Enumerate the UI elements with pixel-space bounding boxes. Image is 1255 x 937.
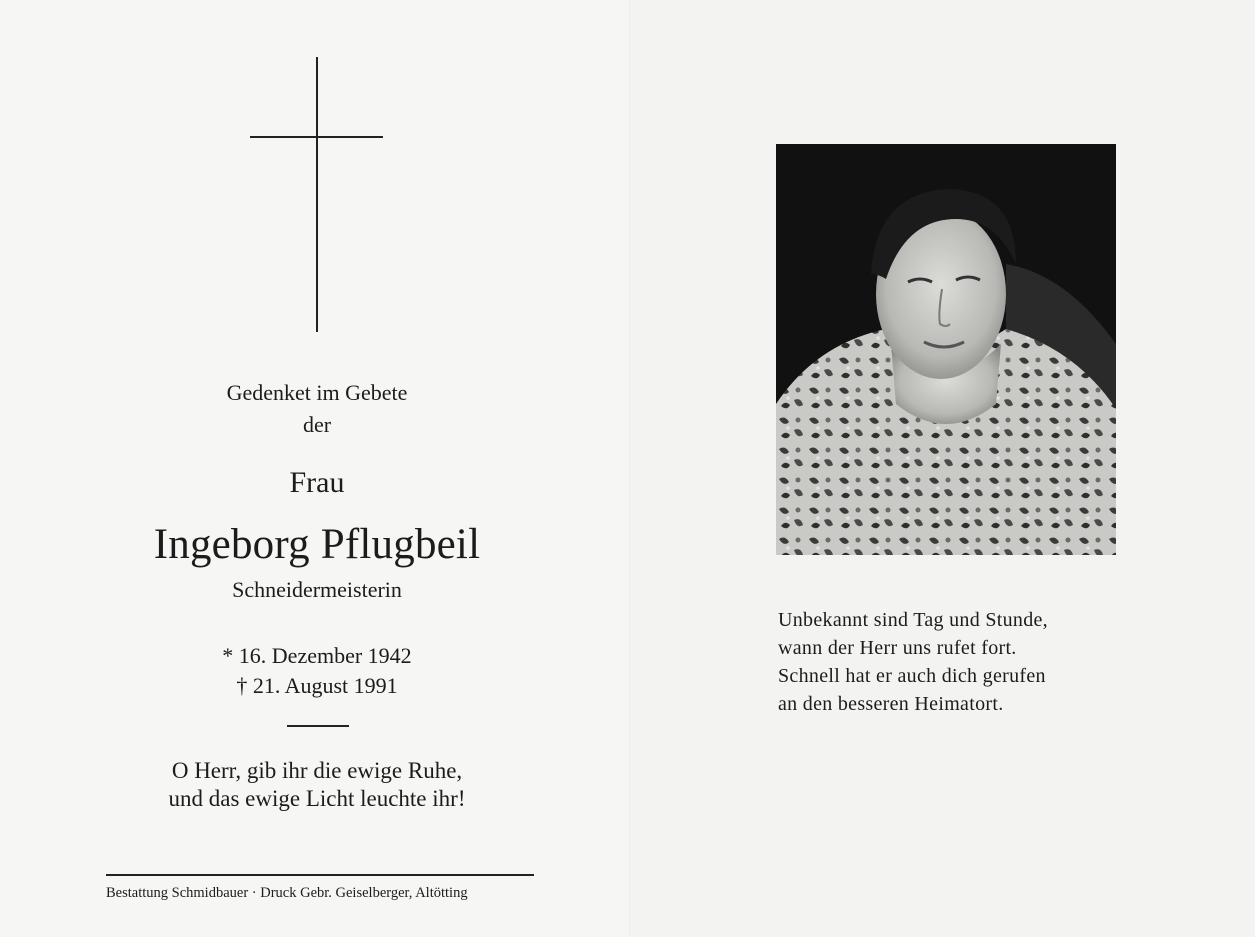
birth-date: * 16. Dezember 1942 [222,643,412,668]
death-date: † 21. August 1991 [236,673,398,698]
poem-line-4: an den besseren Heimatort. [778,693,1004,715]
cross-vertical-bar [316,57,318,332]
footer-divider [106,874,534,876]
portrait-photo [776,144,1116,555]
salutation: Frau [289,466,345,499]
poem-line-2: wann der Herr uns rufet fort. [778,637,1017,659]
heading-line-1: Gedenket im Gebete [226,380,408,405]
occupation: Schneidermeisterin [232,577,402,602]
poem [778,606,1178,718]
divider-short [287,725,349,727]
deceased-name: Ingeborg Pflugbeil [153,521,481,568]
cross-horizontal-bar [250,136,383,138]
printer-credit: Bestattung Schmidbauer · Druck Gebr. Geiselberger, Altötting [106,885,468,901]
poem-line-1: Unbekannt sind Tag und Stunde, [778,609,1048,631]
poem-line-3: Schnell hat er auch dich gerufen [778,665,1046,687]
heading-line-2: der [302,412,332,437]
prayer-line-1: O Herr, gib ihr die ewige Ruhe, [171,758,463,783]
prayer-line-2: und das ewige Licht leuchte ihr! [168,786,466,811]
